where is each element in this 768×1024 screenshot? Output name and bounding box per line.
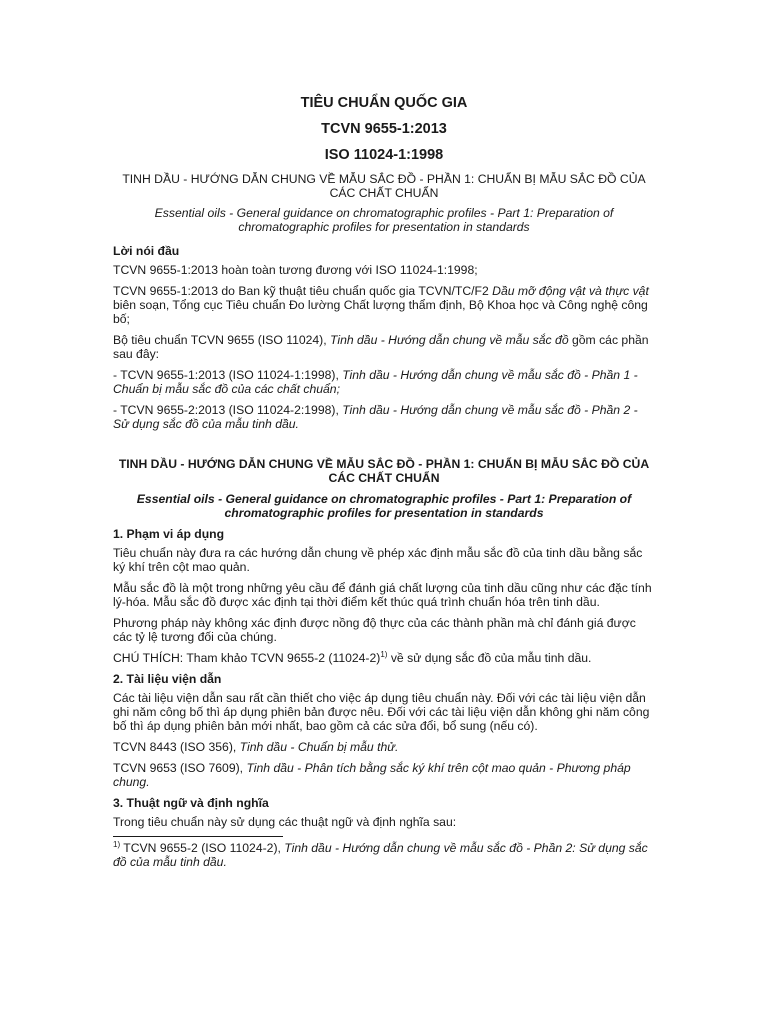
terms-paragraph: Trong tiêu chuẩn này sử dụng các thuật ngữ và định nghĩa sau: — [113, 815, 457, 829]
foreword-p3-rest: gồm các phần sau đây: — [113, 333, 649, 361]
footnote-divider — [113, 836, 283, 837]
reference-item — [113, 761, 655, 789]
footnote-code: TCVN 9655-2 (ISO 11024-2), — [120, 841, 285, 855]
foreword-paragraph-1: TCVN 9655-1:2013 hoàn toàn tương đương với ISO 11024-1:1998; — [113, 263, 478, 277]
references-heading: 2. Tài liệu viện dẫn — [113, 672, 222, 686]
footnote-marker: 1) — [380, 649, 388, 659]
scope-note-rest: về sử dụng sắc đồ của mẫu tinh dầu. — [387, 651, 592, 665]
section-english-title: Essential oils - General guidance on chromatographic profiles - Part 1: Preparation of chromatographic profiles for presentation in standards — [136, 492, 632, 520]
foreword-heading: Lời nói đầu — [113, 244, 180, 258]
list-item — [113, 368, 655, 396]
standard-code: TCVN 9655-1:2013 — [321, 121, 447, 137]
reference-code: TCVN 8443 (ISO 356), — [113, 740, 240, 754]
scope-paragraph-2: Mẫu sắc đồ là một trong những yêu cầu để đánh giá chất lượng của tinh dầu cũng như các đặc tính lý-hóa. Mẫu sắc đồ được xác định tại thời điểm kết thúc quá trình chuẩn hóa trên tinh dầu. — [113, 581, 652, 609]
english-title: Essential oils - General guidance on chromatographic profiles - Part 1: Preparation of chromatographic profiles for presentation in standards — [154, 206, 614, 234]
list-item — [113, 403, 655, 431]
foreword-paragraph-3 — [113, 333, 655, 361]
reference-item — [113, 740, 655, 754]
foreword-paragraph-2 — [113, 284, 655, 326]
list-item-code: - TCVN 9655-2:2013 (ISO 11024-2:1998), — [113, 403, 343, 417]
document-body — [113, 96, 655, 869]
title-block — [113, 96, 655, 234]
foreword-p2-italic: Dầu mỡ động vật và thực vật — [492, 284, 649, 298]
scope-paragraph-1: Tiêu chuẩn này đưa ra các hướng dẫn chung về phép xác định mẫu sắc đồ của tinh dầu bằng sắc ký khí trên cột mao quản. — [113, 546, 643, 574]
foreword-p2-rest: biên soạn, Tổng cục Tiêu chuẩn Đo lường Chất lượng thẩm định, Bộ Khoa học và Công nghệ công bố; — [113, 298, 648, 326]
foreword-p2-text: TCVN 9655-1:2013 do Ban kỹ thuật tiêu chuẩn quốc gia TCVN/TC/F2 — [113, 284, 493, 298]
terms-heading: 3. Thuật ngữ và định nghĩa — [113, 796, 269, 810]
reference-title: Tinh dầu - Chuẩn bị mẫu thử. — [239, 740, 399, 754]
iso-code: ISO 11024-1:1998 — [324, 147, 444, 163]
list-item-code: - TCVN 9655-1:2013 (ISO 11024-1:1998), — [113, 368, 343, 382]
list-item-title: Tinh dầu - Hướng dẫn chung về mẫu sắc đồ - Phần 2 - Sử dụng sắc đồ của mẫu tinh dầu. — [113, 403, 638, 431]
standard-title: TIÊU CHUẨN QUỐC GIA — [300, 95, 468, 111]
scope-heading: 1. Phạm vi áp dụng — [113, 527, 225, 541]
foreword-p3-text: Bộ tiêu chuẩn TCVN 9655 (ISO 11024), — [113, 333, 331, 347]
scope-paragraph-3: Phương pháp này không xác định được nồng độ thực của các thành phần mà chỉ đánh giá được các tỷ lệ tương đối của chúng. — [113, 616, 636, 644]
section-title: TINH DẦU - HƯỚNG DẪN CHUNG VỀ MẪU SẮC ĐỒ - PHẦN 1: CHUẨN BỊ MẪU SẮC ĐỒ CỦA CÁC CHẤT CHUẨN — [118, 457, 650, 485]
scope-note — [113, 651, 655, 665]
footnote-title: Tinh dầu - Hướng dẫn chung về mẫu sắc đồ - Phần 2: Sử dụng sắc đồ của mẫu tinh dầu. — [113, 841, 648, 869]
reference-title: Tinh dầu - Phân tích bằng sắc ký khí trên cột mao quản - Phương pháp chung. — [113, 761, 631, 789]
footnote — [113, 841, 655, 869]
list-item-title: Tinh dầu - Hướng dẫn chung về mẫu sắc đồ - Phần 1 - Chuẩn bị mẫu sắc đồ của các chất chuẩn; — [113, 368, 638, 396]
scope-note-text: CHÚ THÍCH: Tham khảo TCVN 9655-2 (11024-2) — [113, 651, 381, 665]
references-paragraph: Các tài liệu viện dẫn sau rất cần thiết cho việc áp dụng tiêu chuẩn này. Đối với các tài liệu viện dẫn ghi năm công bố thì áp dụng phiên bản được nêu. Đối với các tài liệu viện dẫn không ghi năm công bố thì áp dụng phiên bản mới nhất, bao gồm cả các sửa đổi, bổ sung (nếu có). — [113, 691, 650, 733]
vietnamese-title: TINH DẦU - HƯỚNG DẪN CHUNG VỀ MẪU SẮC ĐỒ - PHẦN 1: CHUẨN BỊ MẪU SẮC ĐỒ CỦA CÁC CHẤT CHUẨN — [122, 172, 646, 200]
footnote-number: 1) — [113, 839, 121, 849]
foreword-p3-italic: Tinh dầu - Hướng dẫn chung về mẫu sắc đồ — [330, 333, 569, 347]
reference-code: TCVN 9653 (ISO 7609), — [113, 761, 247, 775]
